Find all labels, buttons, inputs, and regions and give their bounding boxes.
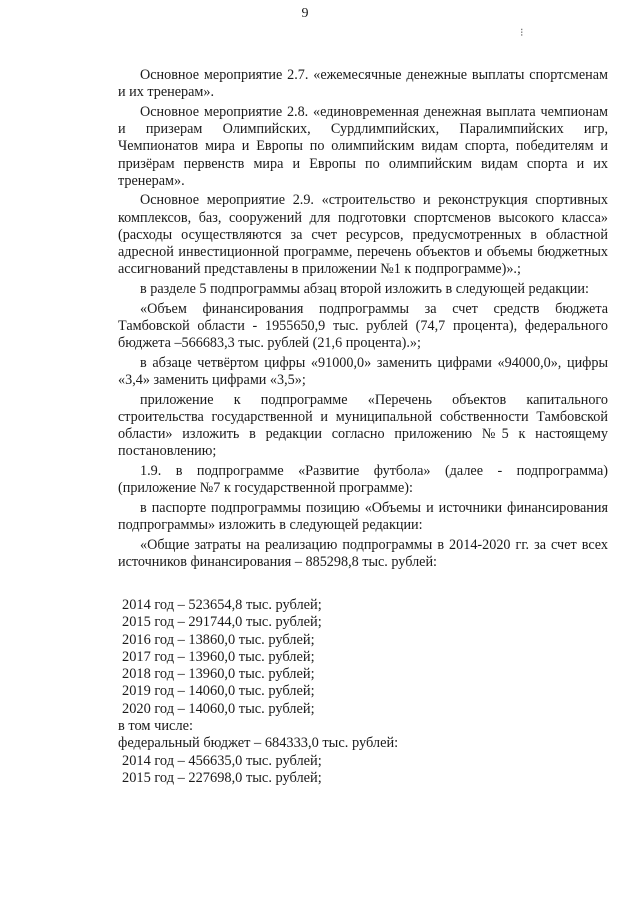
document-body xyxy=(118,67,608,574)
paragraph-total-costs: «Общие затраты на реализацию подпрограммы в 2014-2020 гг. за счет всех источников финансирования – 885298,8 тыс. рублей: xyxy=(118,536,608,570)
list-item: в том числе: xyxy=(118,718,194,735)
list-item: 2015 год – 227698,0 тыс. рублей; xyxy=(122,769,322,786)
paragraph-passport: в паспорте подпрограммы позицию «Объемы и источники финансирования подпрограммы» изложить в следующей редакции: xyxy=(118,499,608,534)
list-item: федеральный бюджет – 684333,0 тыс. рублей: xyxy=(118,735,399,752)
paragraph-section-5: в разделе 5 подпрограммы абзац второй изложить в следующей редакции: xyxy=(140,280,589,297)
paragraph-measure-2-7: Основное мероприятие 2.7. «ежемесячные денежные выплаты спортсменам и их тренерам». xyxy=(118,67,608,101)
paragraph-football-subprogram: 1.9. в подпрограмме «Развитие футбола» (далее - подпрограмма) (приложение №7 к государственной программе): xyxy=(118,462,608,497)
list-item: 2018 год – 13960,0 тыс. рублей; xyxy=(122,666,315,683)
list-item: 2016 год – 13860,0 тыс. рублей; xyxy=(122,631,315,648)
paragraph-fourth-abzac: в абзаце четвёртом цифры «91000,0» заменить цифрами «94000,0», цифры «3,4» заменить цифрами «3,5»; xyxy=(118,354,608,388)
funding-list xyxy=(118,597,608,787)
paragraph-measure-2-8: Основное мероприятие 2.8. «единовременная денежная выплата чемпионам и призерам Олимпийских, Сурдлимпийских, Паралимпийских игр, Чемпионатов мира и Европы по олимпийским видам спорта, победителям и призёрам первенств мира и Европы по олимпийским видам спорта и их тренерам». xyxy=(118,103,608,189)
page-number: 9 xyxy=(301,6,309,21)
corner-mark: ⁝ xyxy=(520,27,524,39)
paragraph-appendix: приложение к подпрограмме «Перечень объектов капитального строительства государственной и муниципальной собственности Тамбовской области» изложить в редакции согласно приложению №5 к настоящему постановлению; xyxy=(118,391,608,460)
list-item: 2015 год – 291744,0 тыс. рублей; xyxy=(122,614,322,631)
list-item: 2014 год – 523654,8 тыс. рублей; xyxy=(122,597,322,613)
list-item: 2014 год – 456635,0 тыс. рублей; xyxy=(122,752,322,769)
list-item: 2019 год – 14060,0 тыс. рублей; xyxy=(122,683,315,700)
paragraph-financing-volume: «Объем финансирования подпрограммы за счет средств бюджета Тамбовской области - 1955650,9 тыс. рублей (74,7 процента), федерального бюджета –566683,3 тыс. рублей (21,6 процента).»; xyxy=(118,300,608,352)
list-item: 2020 год – 14060,0 тыс. рублей; xyxy=(122,700,315,717)
paragraph-measure-2-9: Основное мероприятие 2.9. «строительство и реконструкция спортивных комплексов, баз, сооружений для подготовки спортсменов высокого класса» (расходы осуществляются за счет ресурсов, предусмотренных в областной адресной инвестиционной программе, перечень объектов и объемы бюджетных ассигнований представлены в приложении №1 к подпрограмме)».; xyxy=(118,192,608,278)
list-item: 2017 год – 13960,0 тыс. рублей; xyxy=(122,648,315,665)
